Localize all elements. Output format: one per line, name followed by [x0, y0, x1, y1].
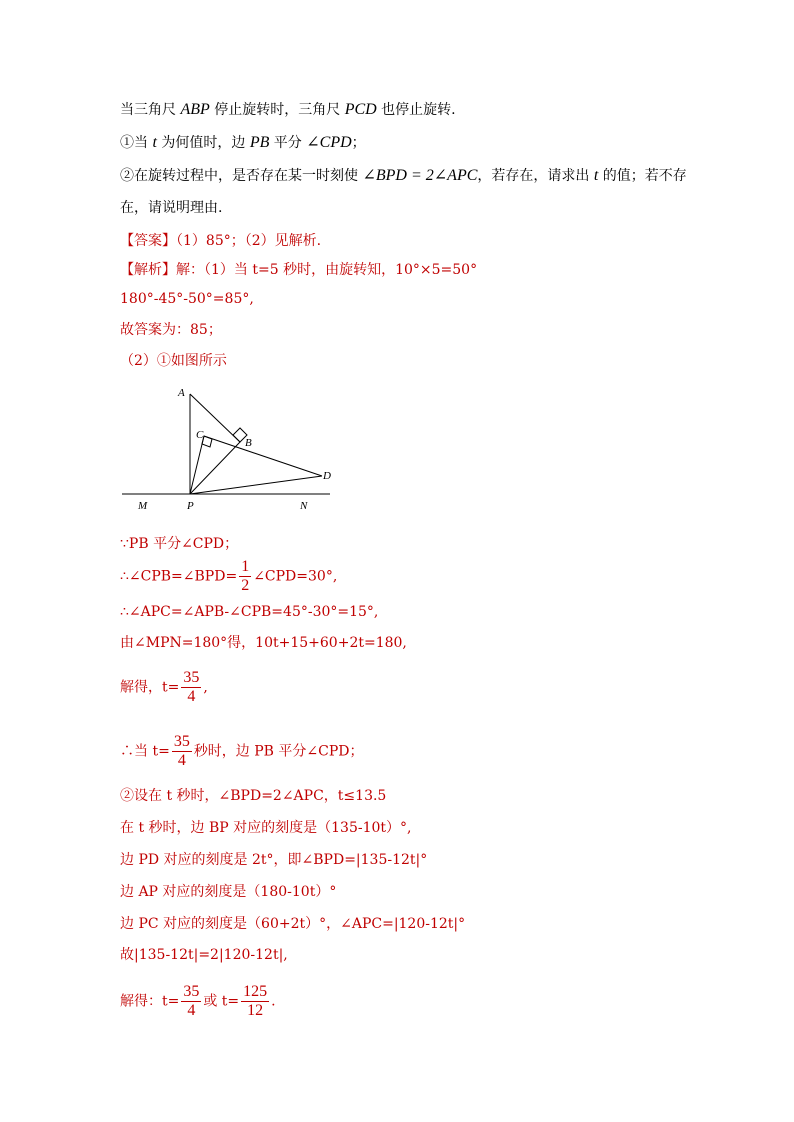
step-line-13: 解得：t= $\frac{35}{4}$ 或 t= $\frac{125}{12}$ .: [120, 983, 276, 1019]
answer-line: 【答案】（1）85°；（2）见解析.: [120, 233, 322, 249]
problem-line-1: 当三角尺 ABP 停止旋转时，三角尺 PCD 也停止旋转.: [120, 101, 456, 118]
problem-line-3: ②在旋转过程中，是否存在某一时刻使 ∠BPD = 2∠APC，若存在，请求出 t 的值；若不存: [120, 167, 687, 184]
step-line-8: 在 t 秒时，边 BP 对应的刻度是（135-10t）°,: [120, 820, 412, 836]
label-P: P: [187, 500, 194, 512]
step-line-1: ∵PB 平分∠CPD；: [120, 536, 239, 552]
analysis-line-2: 180°-45°-50°=85°,: [120, 291, 254, 307]
segment-CD: [204, 436, 322, 476]
fraction-35-4: $\frac{35}{4}$: [183, 669, 200, 705]
label-M: M: [138, 500, 148, 512]
fraction-125-12: $\frac{125}{12}$: [243, 983, 268, 1019]
geometry-figure: [118, 380, 338, 516]
step-line-6: ∴当 t= $\frac{35}{4}$ 秒时，边 PB 平分∠CPD；: [120, 733, 364, 769]
right-angle-mark-C: [202, 436, 212, 447]
analysis-line-4: （2）①如图所示: [120, 353, 227, 369]
segment-PB: [190, 442, 240, 494]
label-A: A: [178, 387, 185, 399]
fraction-half: $\frac{1}{2}$: [241, 558, 250, 594]
step-line-5: 解得，t= $\frac{35}{4}$ ,: [120, 669, 208, 705]
segment-PD: [190, 476, 322, 494]
fraction-35-4-c: $\frac{35}{4}$: [183, 983, 200, 1019]
step-line-9: 边 PD 对应的刻度是 2t°，即∠BPD=|135-12t|°: [120, 852, 428, 868]
problem-line-4: 在，请说明理由.: [120, 200, 223, 216]
step-line-4: 由∠MPN=180°得，10t+15+60+2t=180,: [120, 635, 407, 651]
analysis-line-1: 【解析】解：（1）当 t=5 秒时，由旋转知，10°×5=50°: [120, 262, 478, 278]
fraction-35-4-b: $\frac{35}{4}$: [173, 733, 190, 769]
step-line-10: 边 AP 对应的刻度是（180-10t）°: [120, 884, 337, 900]
step-line-12: 故|135-12t|=2|120-12t|,: [120, 947, 288, 963]
label-C: C: [196, 429, 204, 441]
step-line-2: ∴∠CPB=∠BPD= $\frac{1}{2}$ ∠CPD=30°,: [120, 558, 338, 594]
step-line-7: ②设在 t 秒时，∠BPD=2∠APC，t≤13.5: [120, 788, 387, 804]
label-N: N: [300, 500, 308, 512]
label-B: B: [245, 437, 252, 449]
label-D: D: [323, 470, 331, 482]
step-line-11: 边 PC 对应的刻度是（60+2t）°，∠APC=|120-12t|°: [120, 916, 466, 932]
analysis-line-3: 故答案为：85；: [120, 322, 222, 338]
step-line-3: ∴∠APC=∠APB-∠CPB=45°-30°=15°,: [120, 604, 379, 620]
segment-PC: [190, 436, 204, 494]
problem-line-2: ①当 t 为何值时，边 PB 平分 ∠CPD；: [120, 134, 366, 151]
